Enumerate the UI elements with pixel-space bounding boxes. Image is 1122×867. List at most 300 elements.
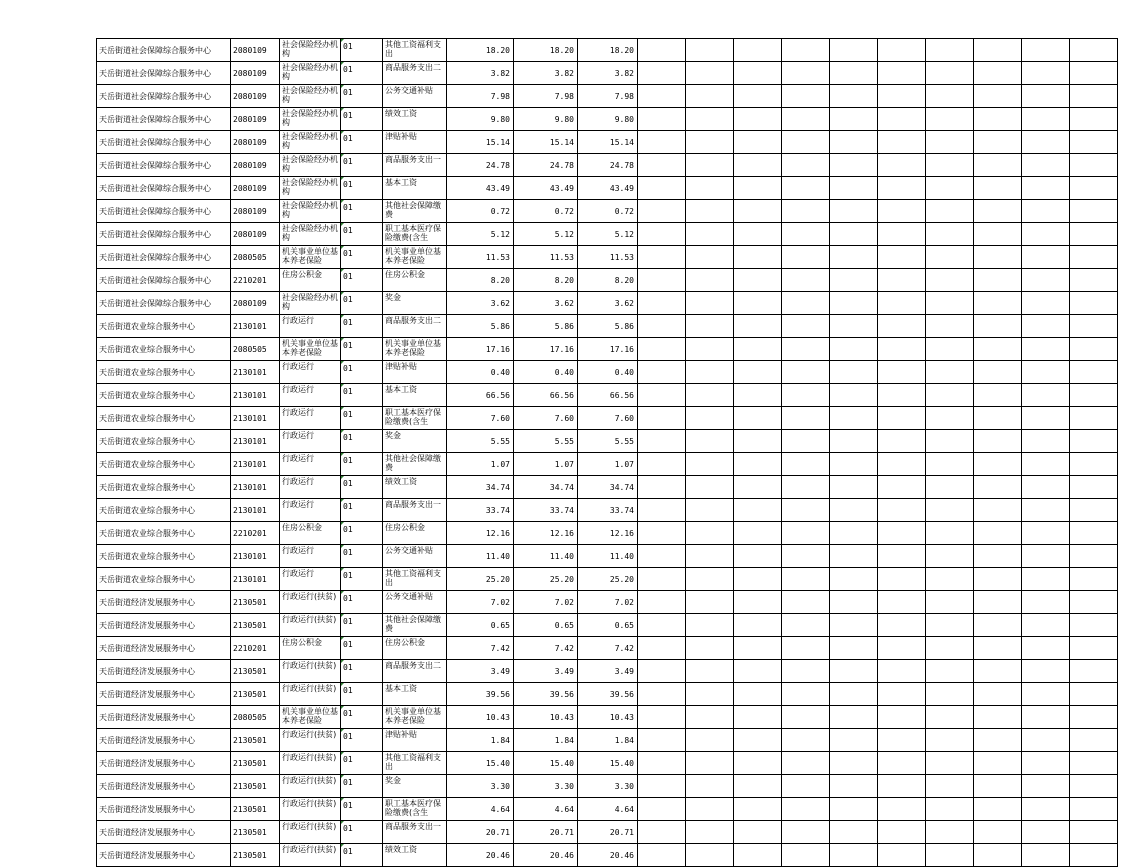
fund-code-cell: 01	[341, 476, 383, 499]
empty-cell	[1070, 499, 1118, 522]
economic-category-cell-text: 其他工资福利支出	[385, 40, 441, 58]
empty-cell	[974, 269, 1022, 292]
total-amount-cell: 7.02	[447, 591, 514, 614]
economic-category-cell-text: 住房公积金	[385, 523, 425, 532]
economic-category-cell	[383, 338, 447, 361]
fund-code-cell: 01	[341, 798, 383, 821]
function-code-cell: 2130501	[231, 660, 280, 683]
function-name-cell-text: 机关事业单位基本养老保险	[282, 247, 338, 265]
empty-cell	[1022, 62, 1070, 85]
empty-cell	[878, 200, 926, 223]
table-row	[97, 430, 1118, 453]
total-amount-cell: 0.40	[447, 361, 514, 384]
table-row	[97, 39, 1118, 62]
empty-cell	[686, 131, 734, 154]
subtotal-amount-cell: 4.64	[514, 798, 578, 821]
basic-expenditure-cell: 24.78	[578, 154, 638, 177]
basic-expenditure-cell: 3.62	[578, 292, 638, 315]
economic-category-cell-text: 商品服务支出一	[385, 822, 441, 831]
empty-cell	[878, 407, 926, 430]
fund-code-cell: 01	[341, 200, 383, 223]
total-amount-cell: 15.40	[447, 752, 514, 775]
fund-code-cell: 01	[341, 660, 383, 683]
table-row	[97, 637, 1118, 660]
empty-cell	[878, 499, 926, 522]
empty-cell	[1070, 660, 1118, 683]
empty-cell	[1070, 683, 1118, 706]
total-amount-cell: 43.49	[447, 177, 514, 200]
empty-cell	[830, 637, 878, 660]
unit-name-cell: 天岳街道经济发展服务中心	[97, 844, 231, 867]
empty-cell	[1022, 798, 1070, 821]
empty-cell	[638, 798, 686, 821]
fund-code-cell: 01	[341, 269, 383, 292]
empty-cell	[1022, 39, 1070, 62]
empty-cell	[830, 729, 878, 752]
empty-cell	[1022, 568, 1070, 591]
table-row	[97, 453, 1118, 476]
total-amount-cell: 0.65	[447, 614, 514, 637]
empty-cell	[1022, 614, 1070, 637]
subtotal-amount-cell: 3.30	[514, 775, 578, 798]
empty-cell	[734, 39, 782, 62]
fund-code-cell: 01	[341, 154, 383, 177]
empty-cell	[734, 453, 782, 476]
empty-cell	[686, 706, 734, 729]
subtotal-amount-cell: 7.60	[514, 407, 578, 430]
economic-category-cell-text: 基本工资	[385, 178, 417, 187]
function-code-cell: 2130501	[231, 683, 280, 706]
fund-code-cell: 01	[341, 246, 383, 269]
empty-cell	[878, 85, 926, 108]
empty-cell	[782, 476, 830, 499]
empty-cell	[926, 361, 974, 384]
unit-name-cell: 天岳街道社会保障综合服务中心	[97, 200, 231, 223]
empty-cell	[1070, 200, 1118, 223]
function-name-cell	[280, 545, 341, 568]
economic-category-cell	[383, 798, 447, 821]
empty-cell	[734, 315, 782, 338]
function-name-cell	[280, 430, 341, 453]
empty-cell	[926, 752, 974, 775]
economic-category-cell	[383, 476, 447, 499]
function-name-cell	[280, 499, 341, 522]
empty-cell	[1022, 430, 1070, 453]
unit-name-cell: 天岳街道经济发展服务中心	[97, 706, 231, 729]
fund-code-cell: 01	[341, 821, 383, 844]
subtotal-amount-cell: 17.16	[514, 338, 578, 361]
function-code-cell: 2080109	[231, 62, 280, 85]
function-code-cell: 2130101	[231, 476, 280, 499]
empty-cell	[686, 798, 734, 821]
economic-category-cell	[383, 430, 447, 453]
total-amount-cell: 7.42	[447, 637, 514, 660]
empty-cell	[878, 108, 926, 131]
function-name-cell-text: 社会保险经办机构	[282, 40, 338, 58]
empty-cell	[782, 545, 830, 568]
fund-code-cell: 01	[341, 614, 383, 637]
fund-code-cell: 01	[341, 430, 383, 453]
economic-category-cell	[383, 292, 447, 315]
empty-cell	[974, 108, 1022, 131]
empty-cell	[878, 568, 926, 591]
empty-cell	[878, 660, 926, 683]
economic-category-cell-text: 其他社会保障缴费	[385, 201, 441, 219]
empty-cell	[1070, 752, 1118, 775]
empty-cell	[638, 499, 686, 522]
empty-cell	[686, 499, 734, 522]
basic-expenditure-cell: 43.49	[578, 177, 638, 200]
empty-cell	[1070, 315, 1118, 338]
function-name-cell	[280, 660, 341, 683]
subtotal-amount-cell: 3.82	[514, 62, 578, 85]
empty-cell	[1022, 177, 1070, 200]
function-name-cell-text: 社会保险经办机构	[282, 155, 338, 173]
empty-cell	[1022, 522, 1070, 545]
function-name-cell	[280, 821, 341, 844]
empty-cell	[830, 499, 878, 522]
empty-cell	[878, 821, 926, 844]
empty-cell	[974, 430, 1022, 453]
function-code-cell: 2130101	[231, 430, 280, 453]
empty-cell	[638, 453, 686, 476]
total-amount-cell: 34.74	[447, 476, 514, 499]
table-row	[97, 545, 1118, 568]
economic-category-cell-text: 住房公积金	[385, 638, 425, 647]
empty-cell	[974, 568, 1022, 591]
empty-cell	[974, 729, 1022, 752]
empty-cell	[974, 683, 1022, 706]
economic-category-cell-text: 商品服务支出二	[385, 63, 441, 72]
total-amount-cell: 5.55	[447, 430, 514, 453]
empty-cell	[974, 407, 1022, 430]
empty-cell	[782, 338, 830, 361]
function-code-cell: 2130501	[231, 844, 280, 867]
empty-cell	[638, 177, 686, 200]
empty-cell	[734, 177, 782, 200]
economic-category-cell-text: 绩效工资	[385, 109, 417, 118]
basic-expenditure-cell: 17.16	[578, 338, 638, 361]
economic-category-cell-text: 职工基本医疗保险缴费(含生	[385, 799, 441, 817]
empty-cell	[782, 154, 830, 177]
function-name-cell-text: 行政运行	[282, 477, 314, 486]
function-code-cell: 2130501	[231, 821, 280, 844]
table-row	[97, 292, 1118, 315]
empty-cell	[1070, 614, 1118, 637]
economic-category-cell	[383, 85, 447, 108]
empty-cell	[926, 591, 974, 614]
basic-expenditure-cell: 0.72	[578, 200, 638, 223]
empty-cell	[734, 568, 782, 591]
economic-category-cell-text: 津贴补贴	[385, 362, 417, 371]
table-body	[97, 39, 1118, 867]
empty-cell	[638, 637, 686, 660]
empty-cell	[734, 844, 782, 867]
table-row	[97, 384, 1118, 407]
economic-category-cell-text: 基本工资	[385, 385, 417, 394]
empty-cell	[878, 315, 926, 338]
total-amount-cell: 1.07	[447, 453, 514, 476]
empty-cell	[782, 62, 830, 85]
empty-cell	[686, 85, 734, 108]
empty-cell	[734, 499, 782, 522]
function-name-cell	[280, 131, 341, 154]
total-amount-cell: 66.56	[447, 384, 514, 407]
fund-code-cell: 01	[341, 453, 383, 476]
empty-cell	[878, 361, 926, 384]
unit-name-cell: 天岳街道经济发展服务中心	[97, 775, 231, 798]
unit-name-cell: 天岳街道经济发展服务中心	[97, 637, 231, 660]
basic-expenditure-cell: 7.98	[578, 85, 638, 108]
empty-cell	[1070, 522, 1118, 545]
basic-expenditure-cell: 25.20	[578, 568, 638, 591]
function-code-cell: 2130501	[231, 775, 280, 798]
function-code-cell: 2080109	[231, 85, 280, 108]
economic-category-cell-text: 住房公积金	[385, 270, 425, 279]
total-amount-cell: 7.98	[447, 85, 514, 108]
basic-expenditure-cell: 11.53	[578, 246, 638, 269]
subtotal-amount-cell: 3.49	[514, 660, 578, 683]
table-row	[97, 246, 1118, 269]
function-name-cell-text: 行政运行	[282, 546, 314, 555]
empty-cell	[686, 522, 734, 545]
empty-cell	[1022, 545, 1070, 568]
empty-cell	[734, 384, 782, 407]
empty-cell	[878, 430, 926, 453]
empty-cell	[638, 200, 686, 223]
empty-cell	[974, 85, 1022, 108]
empty-cell	[878, 62, 926, 85]
empty-cell	[974, 591, 1022, 614]
function-name-cell	[280, 246, 341, 269]
table-row	[97, 752, 1118, 775]
empty-cell	[830, 131, 878, 154]
empty-cell	[734, 407, 782, 430]
empty-cell	[686, 177, 734, 200]
empty-cell	[974, 315, 1022, 338]
empty-cell	[926, 775, 974, 798]
function-name-cell	[280, 798, 341, 821]
table-row	[97, 85, 1118, 108]
function-name-cell-text: 住房公积金	[282, 638, 322, 647]
economic-category-cell	[383, 131, 447, 154]
table-row	[97, 62, 1118, 85]
empty-cell	[830, 591, 878, 614]
empty-cell	[1070, 844, 1118, 867]
empty-cell	[926, 200, 974, 223]
economic-category-cell	[383, 177, 447, 200]
empty-cell	[638, 614, 686, 637]
function-code-cell: 2130101	[231, 315, 280, 338]
empty-cell	[686, 637, 734, 660]
empty-cell	[926, 660, 974, 683]
empty-cell	[1022, 269, 1070, 292]
economic-category-cell	[383, 108, 447, 131]
fund-code-cell: 01	[341, 407, 383, 430]
unit-name-cell: 天岳街道农业综合服务中心	[97, 407, 231, 430]
function-name-cell	[280, 775, 341, 798]
total-amount-cell: 1.84	[447, 729, 514, 752]
function-name-cell-text: 行政运行	[282, 408, 314, 417]
basic-expenditure-cell: 8.20	[578, 269, 638, 292]
total-amount-cell: 20.71	[447, 821, 514, 844]
empty-cell	[734, 62, 782, 85]
empty-cell	[1070, 775, 1118, 798]
unit-name-cell: 天岳街道农业综合服务中心	[97, 522, 231, 545]
economic-category-cell	[383, 200, 447, 223]
function-name-cell	[280, 200, 341, 223]
empty-cell	[686, 269, 734, 292]
empty-cell	[1022, 844, 1070, 867]
empty-cell	[1070, 568, 1118, 591]
economic-category-cell-text: 其他工资福利支出	[385, 569, 441, 587]
function-name-cell-text: 社会保险经办机构	[282, 201, 338, 219]
empty-cell	[926, 499, 974, 522]
economic-category-cell-text: 奖金	[385, 776, 401, 785]
table-row	[97, 407, 1118, 430]
unit-name-cell: 天岳街道农业综合服务中心	[97, 568, 231, 591]
empty-cell	[974, 637, 1022, 660]
table-row	[97, 269, 1118, 292]
empty-cell	[1070, 430, 1118, 453]
economic-category-cell	[383, 637, 447, 660]
empty-cell	[1070, 798, 1118, 821]
empty-cell	[638, 476, 686, 499]
empty-cell	[686, 292, 734, 315]
basic-expenditure-cell: 12.16	[578, 522, 638, 545]
empty-cell	[830, 476, 878, 499]
function-name-cell	[280, 614, 341, 637]
empty-cell	[638, 568, 686, 591]
economic-category-cell	[383, 269, 447, 292]
basic-expenditure-cell: 10.43	[578, 706, 638, 729]
empty-cell	[830, 844, 878, 867]
function-code-cell: 2210201	[231, 637, 280, 660]
function-name-cell-text: 行政运行	[282, 362, 314, 371]
empty-cell	[638, 62, 686, 85]
function-name-cell-text: 行政运行(扶贫)	[282, 776, 337, 785]
empty-cell	[1070, 39, 1118, 62]
function-name-cell	[280, 223, 341, 246]
empty-cell	[734, 637, 782, 660]
fund-code-cell: 01	[341, 223, 383, 246]
empty-cell	[830, 315, 878, 338]
empty-cell	[638, 85, 686, 108]
economic-category-cell-text: 机关事业单位基本养老保险	[385, 339, 441, 357]
table-row	[97, 683, 1118, 706]
empty-cell	[686, 200, 734, 223]
empty-cell	[974, 246, 1022, 269]
empty-cell	[974, 706, 1022, 729]
empty-cell	[974, 200, 1022, 223]
empty-cell	[1022, 821, 1070, 844]
economic-category-cell	[383, 706, 447, 729]
empty-cell	[638, 522, 686, 545]
empty-cell	[686, 568, 734, 591]
empty-cell	[926, 338, 974, 361]
fund-code-cell: 01	[341, 177, 383, 200]
total-amount-cell: 3.62	[447, 292, 514, 315]
function-code-cell: 2130101	[231, 453, 280, 476]
subtotal-amount-cell: 11.53	[514, 246, 578, 269]
fund-code-cell: 01	[341, 361, 383, 384]
empty-cell	[782, 315, 830, 338]
economic-category-cell	[383, 752, 447, 775]
empty-cell	[638, 361, 686, 384]
subtotal-amount-cell: 8.20	[514, 269, 578, 292]
empty-cell	[734, 591, 782, 614]
function-name-cell	[280, 154, 341, 177]
empty-cell	[830, 545, 878, 568]
subtotal-amount-cell: 15.14	[514, 131, 578, 154]
empty-cell	[638, 729, 686, 752]
function-code-cell: 2210201	[231, 522, 280, 545]
empty-cell	[638, 292, 686, 315]
empty-cell	[830, 430, 878, 453]
economic-category-cell	[383, 775, 447, 798]
empty-cell	[1022, 315, 1070, 338]
empty-cell	[974, 292, 1022, 315]
empty-cell	[974, 499, 1022, 522]
basic-expenditure-cell: 15.14	[578, 131, 638, 154]
empty-cell	[638, 821, 686, 844]
unit-name-cell: 天岳街道社会保障综合服务中心	[97, 246, 231, 269]
function-code-cell: 2080109	[231, 200, 280, 223]
basic-expenditure-cell: 5.86	[578, 315, 638, 338]
empty-cell	[1070, 269, 1118, 292]
empty-cell	[686, 821, 734, 844]
function-code-cell: 2130101	[231, 545, 280, 568]
economic-category-cell	[383, 315, 447, 338]
function-name-cell	[280, 269, 341, 292]
empty-cell	[782, 821, 830, 844]
fund-code-cell: 01	[341, 384, 383, 407]
empty-cell	[782, 223, 830, 246]
empty-cell	[926, 131, 974, 154]
table-row	[97, 798, 1118, 821]
economic-category-cell	[383, 729, 447, 752]
economic-category-cell	[383, 522, 447, 545]
empty-cell	[926, 223, 974, 246]
function-name-cell-text: 行政运行(扶贫)	[282, 753, 337, 762]
function-name-cell	[280, 591, 341, 614]
unit-name-cell: 天岳街道农业综合服务中心	[97, 361, 231, 384]
empty-cell	[686, 591, 734, 614]
fund-code-cell: 01	[341, 39, 383, 62]
empty-cell	[1070, 476, 1118, 499]
total-amount-cell: 5.86	[447, 315, 514, 338]
empty-cell	[638, 545, 686, 568]
empty-cell	[734, 108, 782, 131]
unit-name-cell: 天岳街道经济发展服务中心	[97, 591, 231, 614]
empty-cell	[1070, 292, 1118, 315]
unit-name-cell: 天岳街道农业综合服务中心	[97, 338, 231, 361]
function-name-cell	[280, 62, 341, 85]
empty-cell	[782, 131, 830, 154]
empty-cell	[1022, 729, 1070, 752]
empty-cell	[734, 131, 782, 154]
function-name-cell-text: 社会保险经办机构	[282, 132, 338, 150]
basic-expenditure-cell: 5.55	[578, 430, 638, 453]
empty-cell	[1022, 154, 1070, 177]
empty-cell	[974, 62, 1022, 85]
empty-cell	[638, 223, 686, 246]
unit-name-cell: 天岳街道社会保障综合服务中心	[97, 269, 231, 292]
empty-cell	[830, 85, 878, 108]
function-code-cell: 2130101	[231, 407, 280, 430]
total-amount-cell: 0.72	[447, 200, 514, 223]
unit-name-cell: 天岳街道农业综合服务中心	[97, 453, 231, 476]
